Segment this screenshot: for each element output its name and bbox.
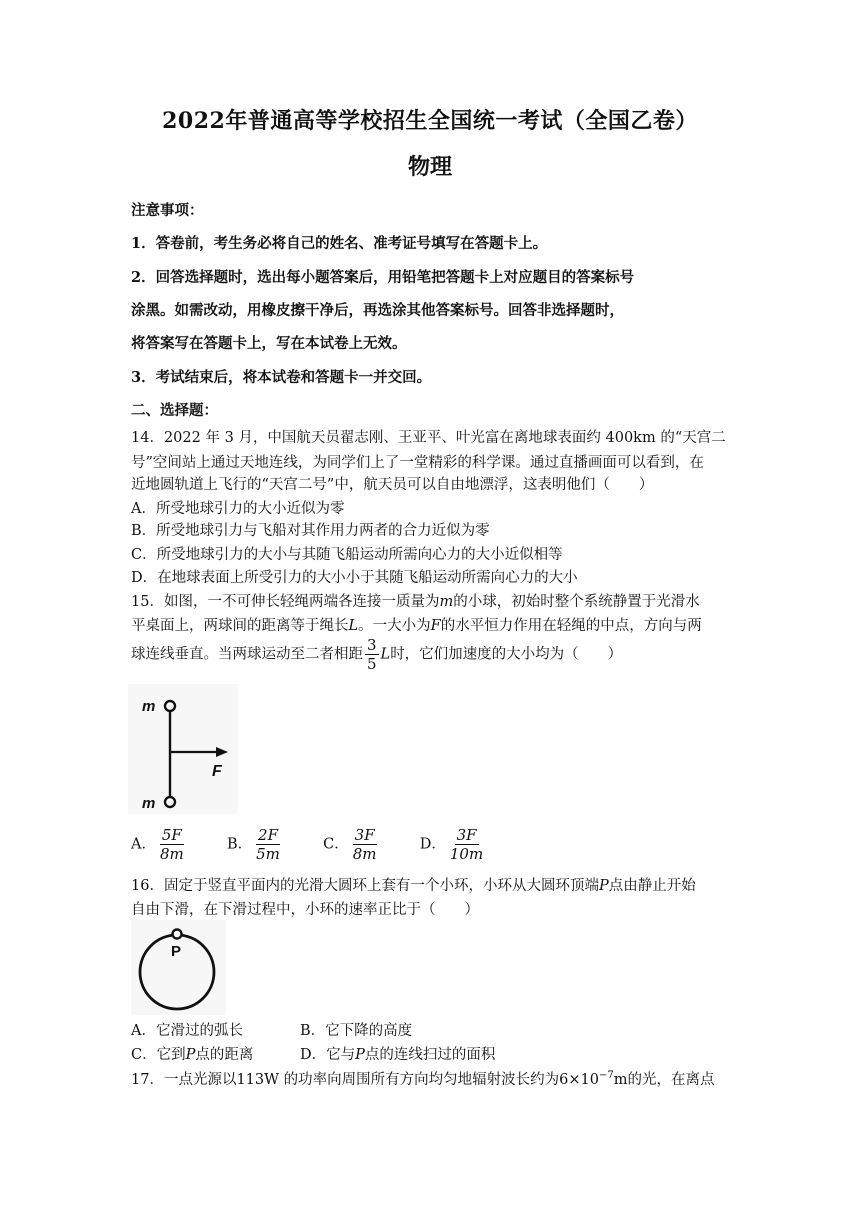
q15-line-3-text-a: 球连线垂直。当两球运动至二者相距 bbox=[131, 646, 363, 663]
q15-line-2-text-a: 平桌面上，两球间的距离等于绳长 bbox=[131, 618, 349, 634]
q15-rope-figure bbox=[128, 684, 238, 814]
q15-option-a-label: A． bbox=[131, 836, 156, 853]
q14-option-c: C．所受地球引力的大小与其随飞船运动所需向心力的大小近似相等 bbox=[131, 547, 563, 563]
q17-sci-exponent: −7 bbox=[598, 1070, 614, 1082]
fig-label-P: P bbox=[171, 943, 182, 960]
q16-option-d-text-a: D．它与 bbox=[300, 1047, 356, 1063]
q14-option-b: B．所受地球引力与飞船对其作用力两者的合力近似为零 bbox=[131, 523, 490, 539]
exam-title: 2022年普通高等学校招生全国统一考试（全国乙卷） bbox=[162, 108, 698, 134]
small-ring-icon bbox=[173, 930, 182, 939]
q15-option-a-num: 5F bbox=[161, 826, 182, 844]
q15-option-b-fraction bbox=[254, 826, 282, 863]
q14-option-d: D．在地球表面上所受引力的大小小于其随飞船运动所需向心力的大小 bbox=[131, 570, 578, 586]
q15-option-b-num: 2F bbox=[258, 826, 278, 844]
notice-item-2-line-2: 涂黑。如需改动，用橡皮擦干净后，再选涂其他答案标号。回答非选择题时， bbox=[131, 302, 624, 319]
q14-option-a: A．所受地球引力的大小近似为零 bbox=[131, 501, 345, 517]
q15-line-1-text-b: 的小球，初始时整个系统静置于光滑水 bbox=[453, 594, 700, 610]
q15-option-c-label: C． bbox=[323, 836, 349, 853]
q15-option-c-num: 3F bbox=[354, 826, 375, 844]
q15-var-m: m bbox=[439, 594, 454, 610]
notice-item-3: 3．考试结束后，将本试卷和答题卡一并交回。 bbox=[131, 369, 432, 386]
q15-option-b-den: 5m bbox=[256, 845, 280, 863]
q15-option-d-label: D． bbox=[419, 836, 446, 853]
q15-frac-denominator: 5 bbox=[367, 655, 377, 673]
q16-var-P: P bbox=[598, 878, 609, 894]
fig-label-m-top: m bbox=[142, 698, 156, 715]
q17-line-1-text-a: 17．一点光源以113W 的功率向周围所有方向均匀地辐射波长约为 bbox=[131, 1072, 560, 1088]
q16-option-d-var: P bbox=[355, 1047, 365, 1063]
q15-line-2-text-c: 的水平恒力作用在轻绳的中点，方向与两 bbox=[440, 618, 702, 634]
q16-option-b: B．它下降的高度 bbox=[300, 1023, 413, 1039]
q16-option-d-text-b: 点的连线扫过的面积 bbox=[364, 1047, 496, 1063]
q16-line-1 bbox=[131, 874, 696, 895]
q16-option-c-var: P bbox=[185, 1047, 196, 1063]
q15-var-L: L bbox=[348, 618, 359, 634]
q15-fraction-three-fifths bbox=[365, 636, 379, 673]
q16-option-c-text-b: 点的距离 bbox=[195, 1047, 254, 1063]
section-heading: 二、选择题： bbox=[131, 402, 218, 419]
q14-line-1: 14．2022 年 3 月，中国航天员翟志刚、王亚平、叶光富在离地球表面约 400km 的“天宫二 bbox=[131, 430, 726, 446]
q16-option-c bbox=[131, 1043, 253, 1064]
q15-line-1-text-a: 15．如图，一不可伸长轻绳两端各连接一质量为 bbox=[131, 594, 440, 610]
notice-item-2-line-1: 2．回答选择题时，选出每小题答案后，用铅笔把答题卡上对应题目的答案标号 bbox=[131, 269, 635, 286]
q15-line-2 bbox=[131, 614, 702, 635]
q15-var-L-2: L bbox=[380, 646, 391, 663]
q15-option-b-label: B． bbox=[226, 836, 253, 853]
q16-line-2: 自由下滑，在下滑过程中，小环的速率正比于（ ） bbox=[131, 902, 479, 918]
q16-line-1-text-b: 点由静止开始 bbox=[608, 878, 696, 894]
q15-option-c-fraction bbox=[351, 826, 379, 863]
q14-line-3: 近地圆轨道上飞行的“天宫二号”中，航天员可以自由地漂浮，这表明他们（ ） bbox=[131, 477, 654, 493]
notice-item-2-line-3: 将答案写在答题卡上，写在本试卷上无效。 bbox=[131, 335, 407, 352]
q15-option-d-fraction bbox=[448, 826, 485, 863]
q15-line-2-text-b: 。一大小为 bbox=[358, 618, 431, 634]
q14-line-2: 号”空间站上通过天地连线，为同学们上了一堂精彩的科学课。通过直播画面可以看到，在 bbox=[131, 455, 704, 471]
notice-item-1: 1．答卷前，考生务必将自己的姓名、准考证号填写在答题卡上。 bbox=[131, 235, 548, 252]
q15-option-d-den: 10m bbox=[449, 845, 484, 863]
q17-line-1-text-b: 的光，在离点 bbox=[627, 1072, 715, 1088]
q15-line-1 bbox=[131, 590, 700, 611]
q15-var-F: F bbox=[430, 618, 441, 634]
q15-option-c-den: 8m bbox=[352, 845, 377, 863]
fig-label-F: F bbox=[212, 763, 222, 780]
q16-option-a: A．它滑过的弧长 bbox=[131, 1023, 243, 1039]
q15-option-d-num: 3F bbox=[456, 826, 477, 844]
q17-sci-base: 6×10 bbox=[559, 1072, 599, 1088]
q15-option-a-den: 8m bbox=[159, 845, 184, 863]
q16-option-c-text-a: C．它到 bbox=[131, 1047, 186, 1063]
q15-frac-numerator: 3 bbox=[367, 636, 377, 654]
q16-line-1-text-a: 16．固定于竖直平面内的光滑大圆环上套有一个小环，小环从大圆环顶端 bbox=[131, 878, 599, 894]
subject-title: 物理 bbox=[407, 154, 452, 180]
top-ball-icon bbox=[165, 701, 175, 711]
bottom-ball-icon bbox=[165, 797, 175, 807]
q15-options bbox=[131, 826, 487, 863]
q16-option-d bbox=[300, 1043, 495, 1064]
q15-line-3-text-b: 时，它们加速度的大小均为（ ） bbox=[390, 646, 623, 663]
q16-ring-figure bbox=[131, 920, 226, 1015]
q17-unit: m bbox=[613, 1072, 628, 1088]
notice-heading: 注意事项： bbox=[131, 202, 204, 219]
q15-line-3 bbox=[131, 636, 622, 673]
q15-option-a-fraction bbox=[158, 826, 186, 863]
q17-line-1 bbox=[131, 1068, 714, 1089]
fig-label-m-bottom: m bbox=[142, 795, 156, 812]
